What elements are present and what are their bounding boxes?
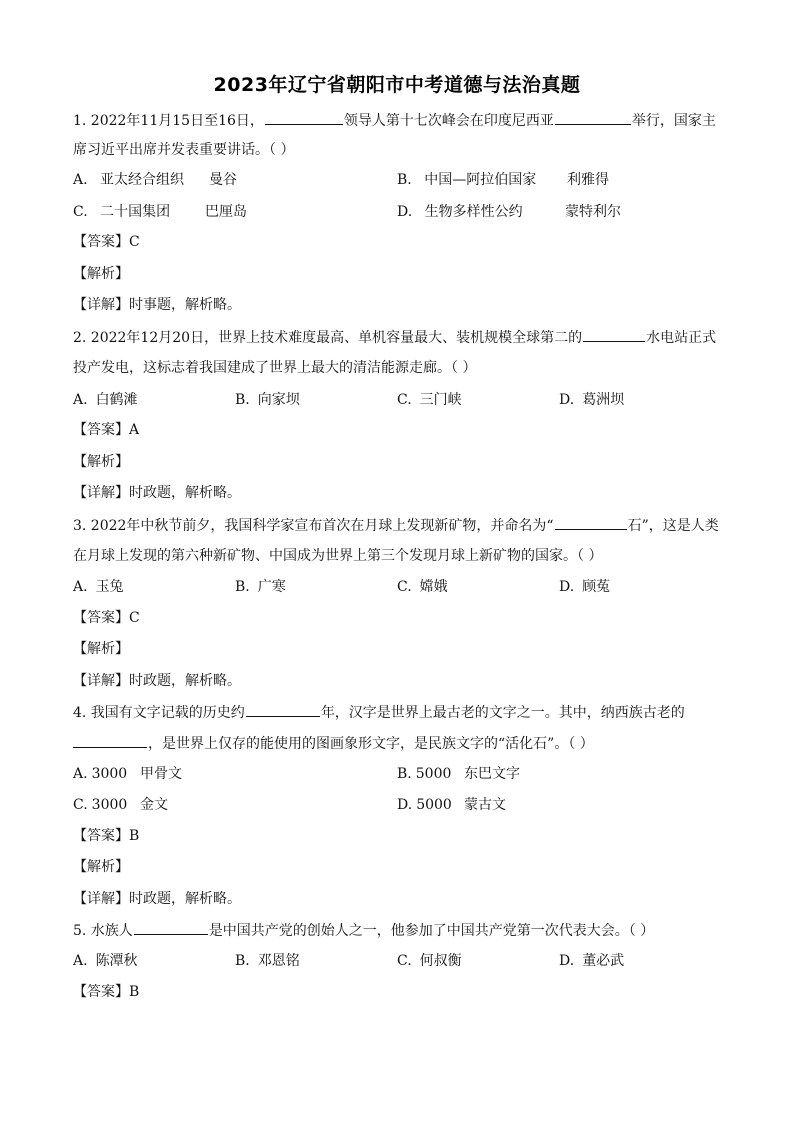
option-a: A. 白鹤滩: [73, 392, 138, 408]
detail-line: 【详解】时事题，解析略。: [73, 297, 241, 313]
answer-blank: [134, 920, 208, 935]
question-3-stem: 3. 2022年中秋节前夕，我国科学家宣布首次在月球上发现新矿物，并命名为“ 石”，这是人类: [73, 515, 728, 536]
option-b: B. 广寒: [235, 579, 286, 595]
option-a: A. 玉兔: [73, 579, 124, 595]
answer-blank: [73, 733, 147, 748]
question-text: 领导人第十七次峰会在印度尼西亚: [343, 113, 554, 129]
question-text: 举行，国家主: [631, 113, 716, 129]
option-c: C. 3000 金文: [73, 797, 168, 813]
question-2-stem: 2. 2022年12月20日，世界上技术难度最高、单机容量最大、装机规模全球第二的 水电站正式: [73, 327, 728, 348]
answer-line: 【答案】A: [73, 422, 140, 438]
answer-blank: [583, 327, 645, 342]
option-b: B. 向家坝: [235, 392, 300, 408]
option-d: D. 5000 蒙古文: [397, 797, 506, 813]
detail-line: 【详解】时政题，解析略。: [73, 485, 241, 501]
option-c: C. 二十国集团 巴厘岛: [73, 204, 247, 220]
question-text: 1. 2022年11月15日至16日，: [73, 113, 264, 129]
answer-line: 【答案】C: [73, 610, 140, 626]
answer-blank: [555, 515, 627, 530]
answer-line: 【答案】B: [73, 984, 140, 1000]
option-a: A. 亚太经合组织 曼谷: [73, 172, 237, 188]
question-4-stem: 4. 我国有文字记载的历史约 年，汉字是世界上最古老的文字之一。其中，纳西族古老的: [73, 702, 728, 723]
answer-blank: [555, 110, 631, 125]
detail-line: 【详解】时政题，解析略。: [73, 891, 241, 907]
question-3-stem-line2: 在月球上发现的第六种新矿物、中国成为世界上第三个发现月球上新矿物的国家。（ ）: [73, 548, 603, 564]
option-b: B. 5000 东巴文字: [397, 766, 520, 782]
question-1-stem-line2: 席习近平出席并发表重要讲话。（ ）: [73, 142, 295, 158]
question-5-stem: 5. 水族人 是中国共产党的创始人之一，他参加了中国共产党第一次代表大会。（ ）: [73, 920, 728, 941]
analysis-line: 【解析】: [73, 454, 129, 470]
analysis-line: 【解析】: [73, 859, 129, 875]
page-title: 2023年辽宁省朝阳市中考道德与法治真题: [213, 74, 581, 96]
option-d: D. 葛洲坝: [559, 392, 625, 408]
answer-line: 【答案】B: [73, 828, 140, 844]
option-c: C. 何叔衡: [397, 953, 462, 969]
answer-value: A: [129, 422, 140, 438]
option-d: D. 董必武: [559, 953, 625, 969]
option-c: C. 嫦娥: [397, 579, 448, 595]
question-1-stem: [73, 110, 728, 131]
detail-line: 【详解】时政题，解析略。: [73, 673, 241, 689]
option-d: D. 生物多样性公约 蒙特利尔: [397, 204, 621, 220]
answer-blank: [265, 110, 343, 125]
option-b: B. 中国—阿拉伯国家 利雅得: [397, 172, 609, 188]
analysis-line: 【解析】: [73, 641, 129, 657]
question-2-stem-line2: 投产发电，这标志着我国建成了世界上最大的清洁能源走廊。（ ）: [73, 360, 477, 376]
answer-value: B: [129, 984, 140, 1000]
option-d: D. 顾菟: [559, 579, 611, 595]
option-b: B. 邓恩铭: [235, 953, 300, 969]
analysis-line: 【解析】: [73, 266, 129, 282]
option-a: A. 3000 甲骨文: [73, 766, 182, 782]
answer-value: C: [129, 234, 140, 250]
question-4-stem-line2: ，是世界上仅存的能使用的图画象形文字，是民族文字的“活化石”。（ ）: [73, 733, 728, 754]
answer-line: 【答案】C: [73, 234, 140, 250]
answer-blank: [246, 702, 320, 717]
option-a: A. 陈潭秋: [73, 953, 138, 969]
answer-value: B: [129, 828, 140, 844]
option-c: C. 三门峡: [397, 392, 462, 408]
answer-value: C: [129, 610, 140, 626]
